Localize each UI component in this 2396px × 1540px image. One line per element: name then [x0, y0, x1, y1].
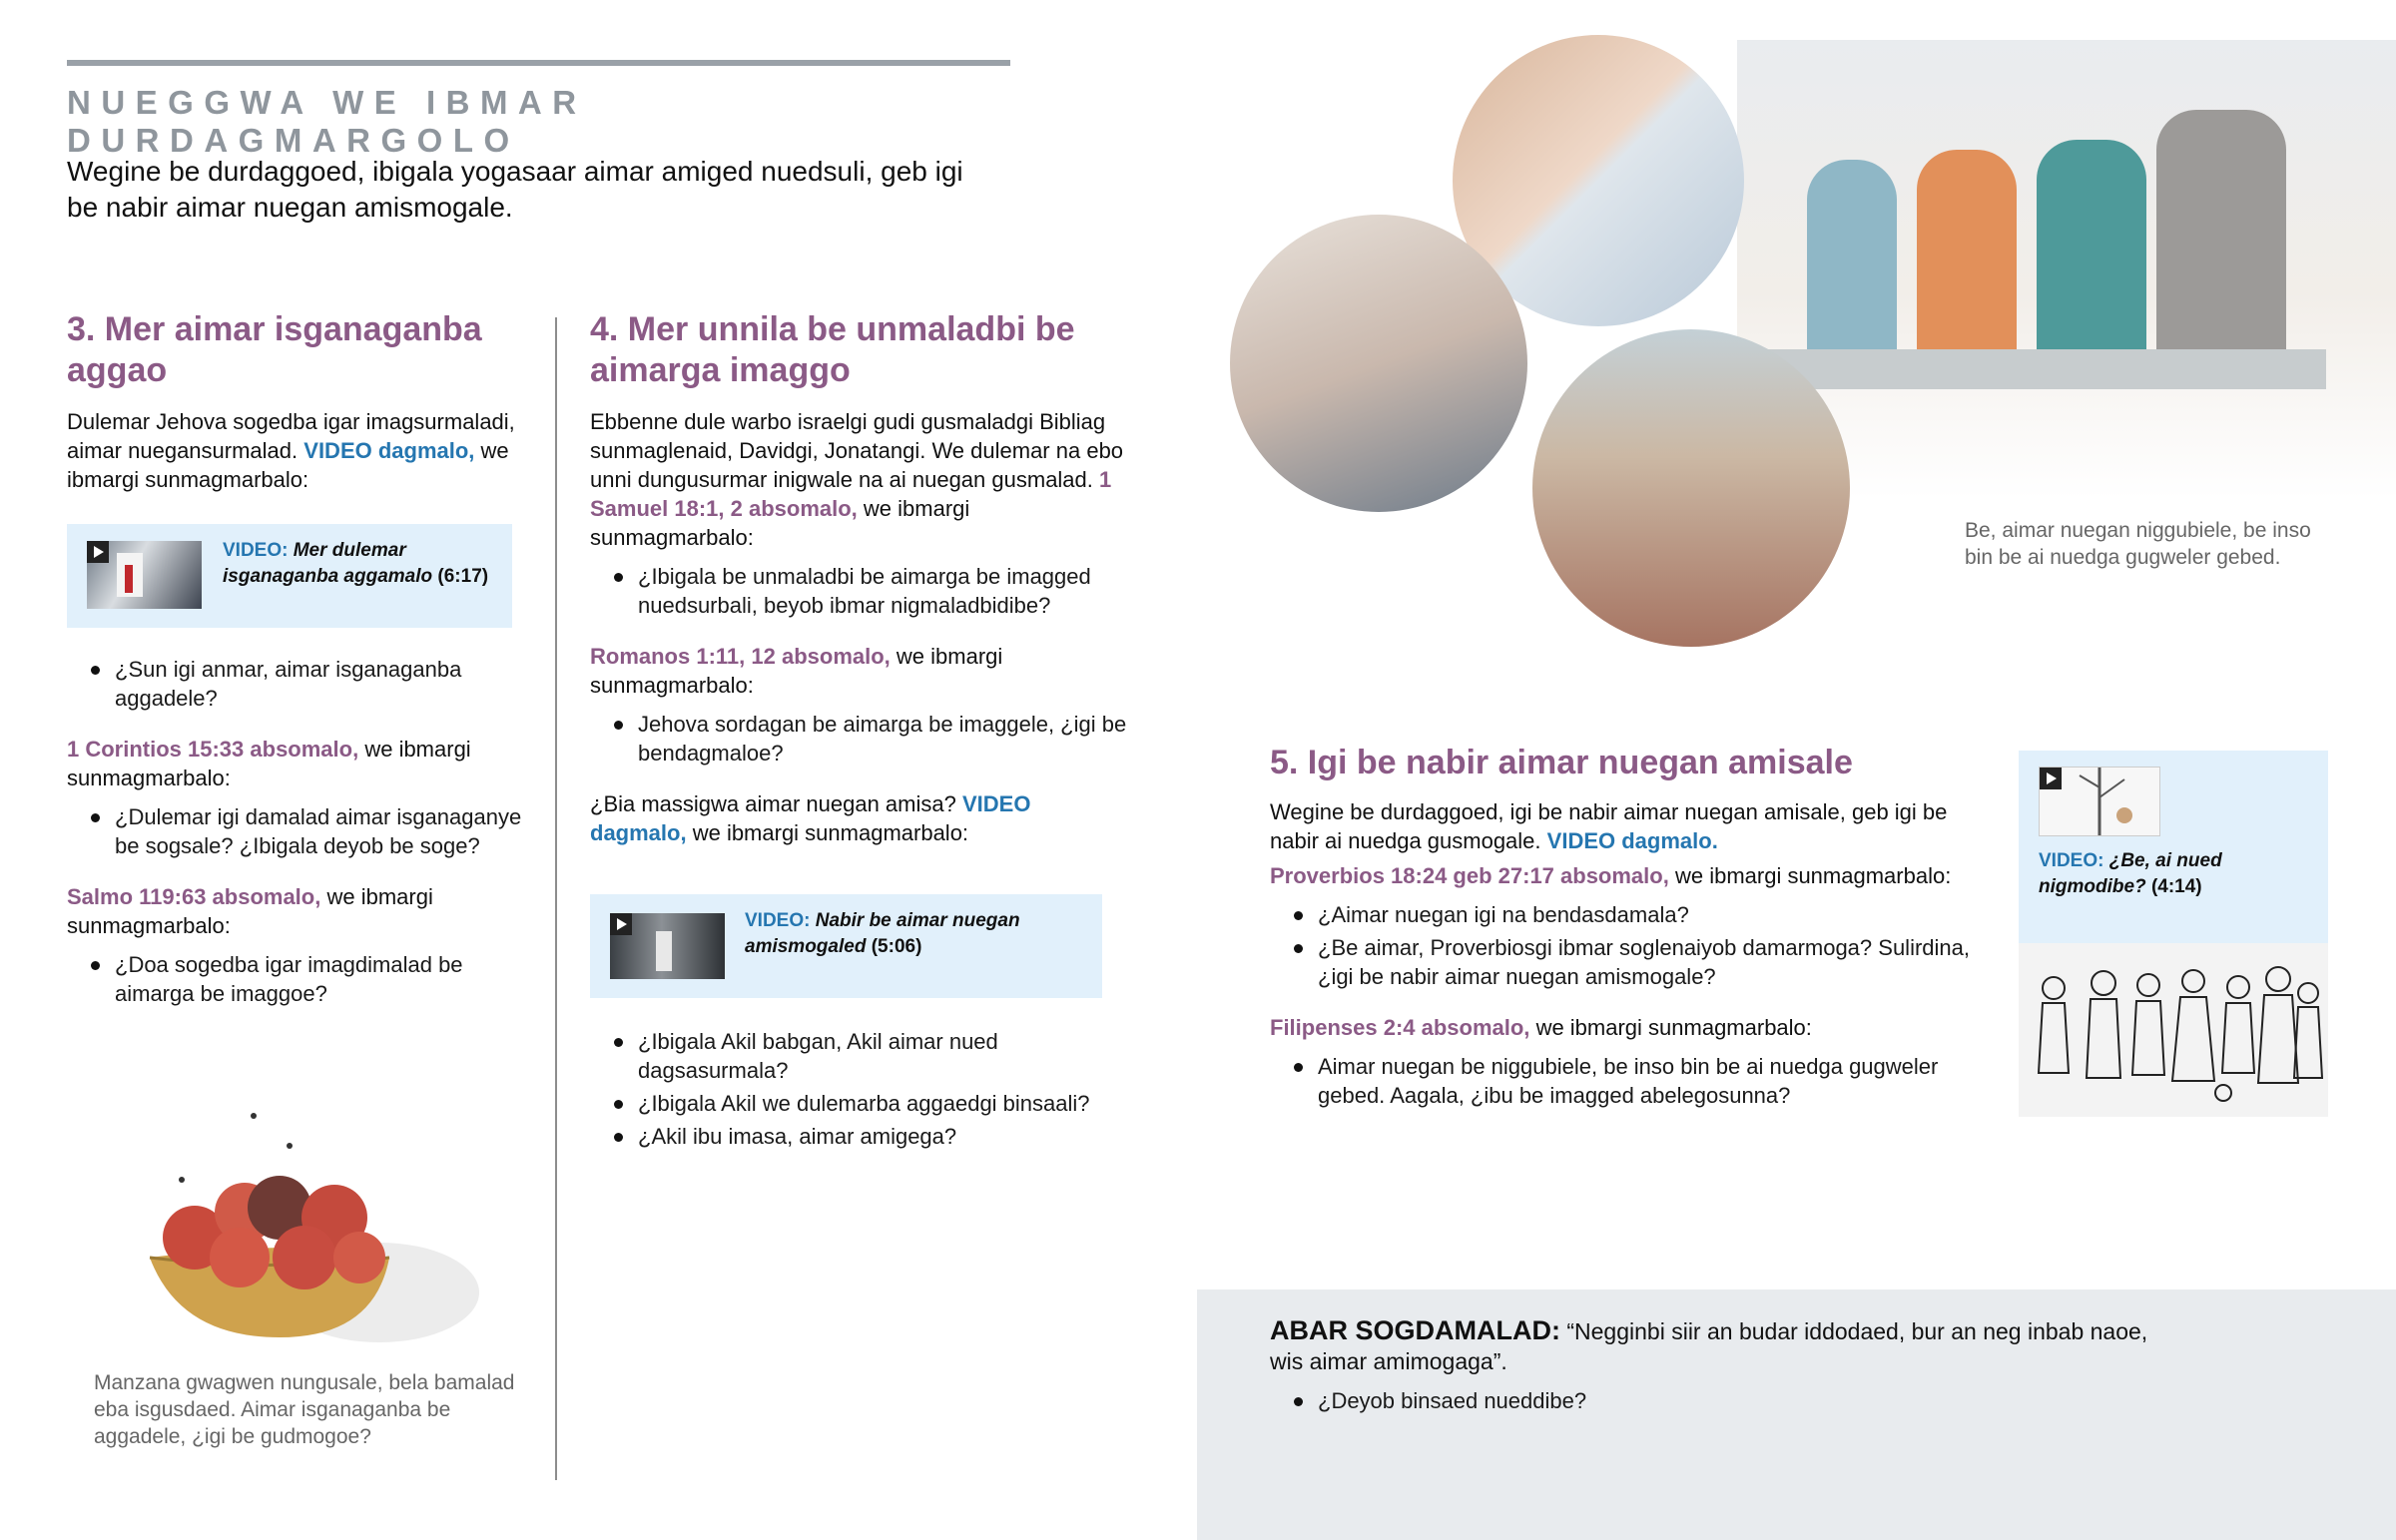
heading-3: 3. Mer aimar isganaganba aggao: [67, 310, 482, 389]
video-link[interactable]: VIDEO dagmalo,: [590, 791, 1031, 845]
discussion-content: [1270, 1315, 2168, 1419]
question-item: ¿Ibigala Akil we dulemarba aggaedgi binsaali?: [638, 1089, 1129, 1118]
photo-circle-elderly-visit: [1230, 215, 1527, 512]
scripture-link[interactable]: 1 Corintios 15:33 absomalo,: [67, 737, 359, 762]
heading-4: 4. Mer unnila be unmaladbi be aimarga imaggo: [590, 310, 1075, 389]
question-item: ¿Akil ibu imasa, aimar amigega?: [638, 1122, 1129, 1151]
header-rule: [67, 60, 1010, 66]
col5-para: Wegine be durdaggoed, igi be nabir aimar nuegan amisale, geb igi be nabir ai nuedga gusmogale. VIDEO dagmalo.: [1270, 799, 1948, 853]
play-icon: [2040, 768, 2062, 789]
heading-5: 5. Igi be nabir aimar nuegan amisale: [1270, 744, 1853, 781]
video-link[interactable]: VIDEO dagmalo.: [1546, 828, 1718, 853]
scripture-link[interactable]: Proverbios 18:24 geb 27:17 absomalo,: [1270, 863, 1669, 888]
photo-caption: Be, aimar nuegan niggubiele, be inso bin be ai nuedga gugweler gebed.: [1965, 519, 2311, 569]
question-item: ¿Doa sogedba igar imagdimalad be aimarga be imaggoe?: [115, 950, 536, 1008]
video-card-2[interactable]: [590, 894, 1102, 998]
photo-circle-comforting: [1532, 329, 1850, 647]
video-link[interactable]: VIDEO dagmalo,: [303, 438, 475, 463]
column-4-questions: [590, 1027, 1129, 1155]
question-item: ¿Be aimar, Proverbiosgi ibmar soglenaiyob damarmoga? Sulirdina, ¿igi be nabir aimar nuegan amismogale?: [1318, 933, 1989, 991]
apple-caption: Manzana gwagwen nungusale, bela bamalad eba isgusdaed. Aimar isganaganba be aggadele, ¿igi be gudmogoe?: [94, 1371, 515, 1448]
video-title-2: VIDEO: Nabir be aimar nuegan amismogaled (5:06): [745, 910, 1020, 957]
column-3: [67, 309, 536, 494]
question-item: Jehova sordagan be aimarga be imaggele, ¿igi be bendagmaloe?: [638, 710, 1129, 768]
column-5: [1270, 743, 1989, 1114]
play-icon: [87, 541, 109, 563]
scripture-line: Filipenses 2:4 absomalo, we ibmargi sunmagmarbalo:: [1270, 1015, 1812, 1040]
column-4: [590, 309, 1129, 847]
video-title-1: VIDEO: Mer dulemar isganaganba aggamalo (6:17): [223, 540, 489, 587]
column-divider: [555, 317, 557, 1480]
video-card-1[interactable]: [67, 524, 512, 628]
video-thumbnail[interactable]: [610, 913, 725, 979]
section-title: NUEGGWA WE IBMAR DURDAGMARGOLO: [67, 84, 587, 159]
scripture-link[interactable]: Filipenses 2:4 absomalo,: [1270, 1015, 1530, 1040]
scripture-link[interactable]: 1 Samuel 18:1, 2 absomalo,: [590, 467, 1112, 521]
col1-para: Dulemar Jehova sogedba igar imagsurmaladi, aimar nuegansurmalad. VIDEO dagmalo, we ibmargi sunmagmarbalo:: [67, 409, 515, 492]
video-thumbnail[interactable]: [87, 541, 202, 609]
video-title-3: VIDEO: ¿Be, ai nued nigmodibe? (4:14): [2039, 850, 2222, 897]
discussion-prompt: ABAR SOGDAMALAD: “Negginbi siir an budar iddodaed, bur an neg inbab naoe, wis aimar amimogaga”.: [1270, 1315, 2148, 1374]
video-card-3[interactable]: [2019, 751, 2328, 1117]
column-3-questions: [67, 655, 536, 1012]
apple-bowl-illustration: [130, 1098, 489, 1357]
question-item: ¿Aimar nuegan igi na bendasdamala?: [1318, 900, 1989, 929]
question-item: Aimar nuegan be niggubiele, be inso bin be ai nuedga gugweler gebed. Aagala, ¿ibu be imagged abelegosunna?: [1318, 1052, 1989, 1110]
scripture-link[interactable]: Romanos 1:11, 12 absomalo,: [590, 644, 891, 669]
question-item: ¿Deyob binsaed nueddibe?: [1318, 1386, 2168, 1415]
scripture-link[interactable]: Salmo 119:63 absomalo,: [67, 884, 321, 909]
intro-text: Wegine be durdaggoed, ibigala yogasaar aimar amiged nuedsuli, geb igi be nabir aimar nuegan amismogale.: [67, 156, 963, 223]
col2-para-video: ¿Bia massigwa aimar nuegan amisa? VIDEO dagmalo, we ibmargi sunmagmarbalo:: [590, 791, 1031, 845]
people-sketch-illustration: [2019, 943, 2328, 1117]
play-icon: [610, 913, 632, 935]
question-item: ¿Sun igi anmar, aimar isganaganba aggadele?: [115, 655, 536, 713]
friends-photo-collage: [1238, 0, 2396, 689]
scripture-line: Salmo 119:63 absomalo, we ibmargi sunmagmarbalo:: [67, 884, 433, 938]
video-thumbnail[interactable]: [2039, 767, 2160, 836]
col2-para: Ebbenne dule warbo israelgi gudi gusmaladgi Bibliag sunmaglenaid, Davidgi, Jonatangi. We dulemar na ebo unni dungusurmar inigwale na ai nuegan gusmalad. 1 Samuel 18:1, 2 absomalo, we ibmargi sunmagmarbalo:: [590, 409, 1124, 550]
question-item: ¿Ibigala be unmaladbi be aimarga be imagged nuedsurbali, beyob ibmar nigmaladbidibe?: [638, 562, 1129, 620]
question-item: ¿Ibigala Akil babgan, Akil aimar nued dagsasurmala?: [638, 1027, 1129, 1085]
scripture-line: Proverbios 18:24 geb 27:17 absomalo, we ibmargi sunmagmarbalo:: [1270, 863, 1952, 888]
scripture-line: Romanos 1:11, 12 absomalo, we ibmargi sunmagmarbalo:: [590, 644, 1003, 698]
question-item: ¿Dulemar igi damalad aimar isganaganye be sogsale? ¿Ibigala deyob be soge?: [115, 802, 536, 860]
scripture-line: 1 Corintios 15:33 absomalo, we ibmargi sunmagmarbalo:: [67, 737, 471, 790]
